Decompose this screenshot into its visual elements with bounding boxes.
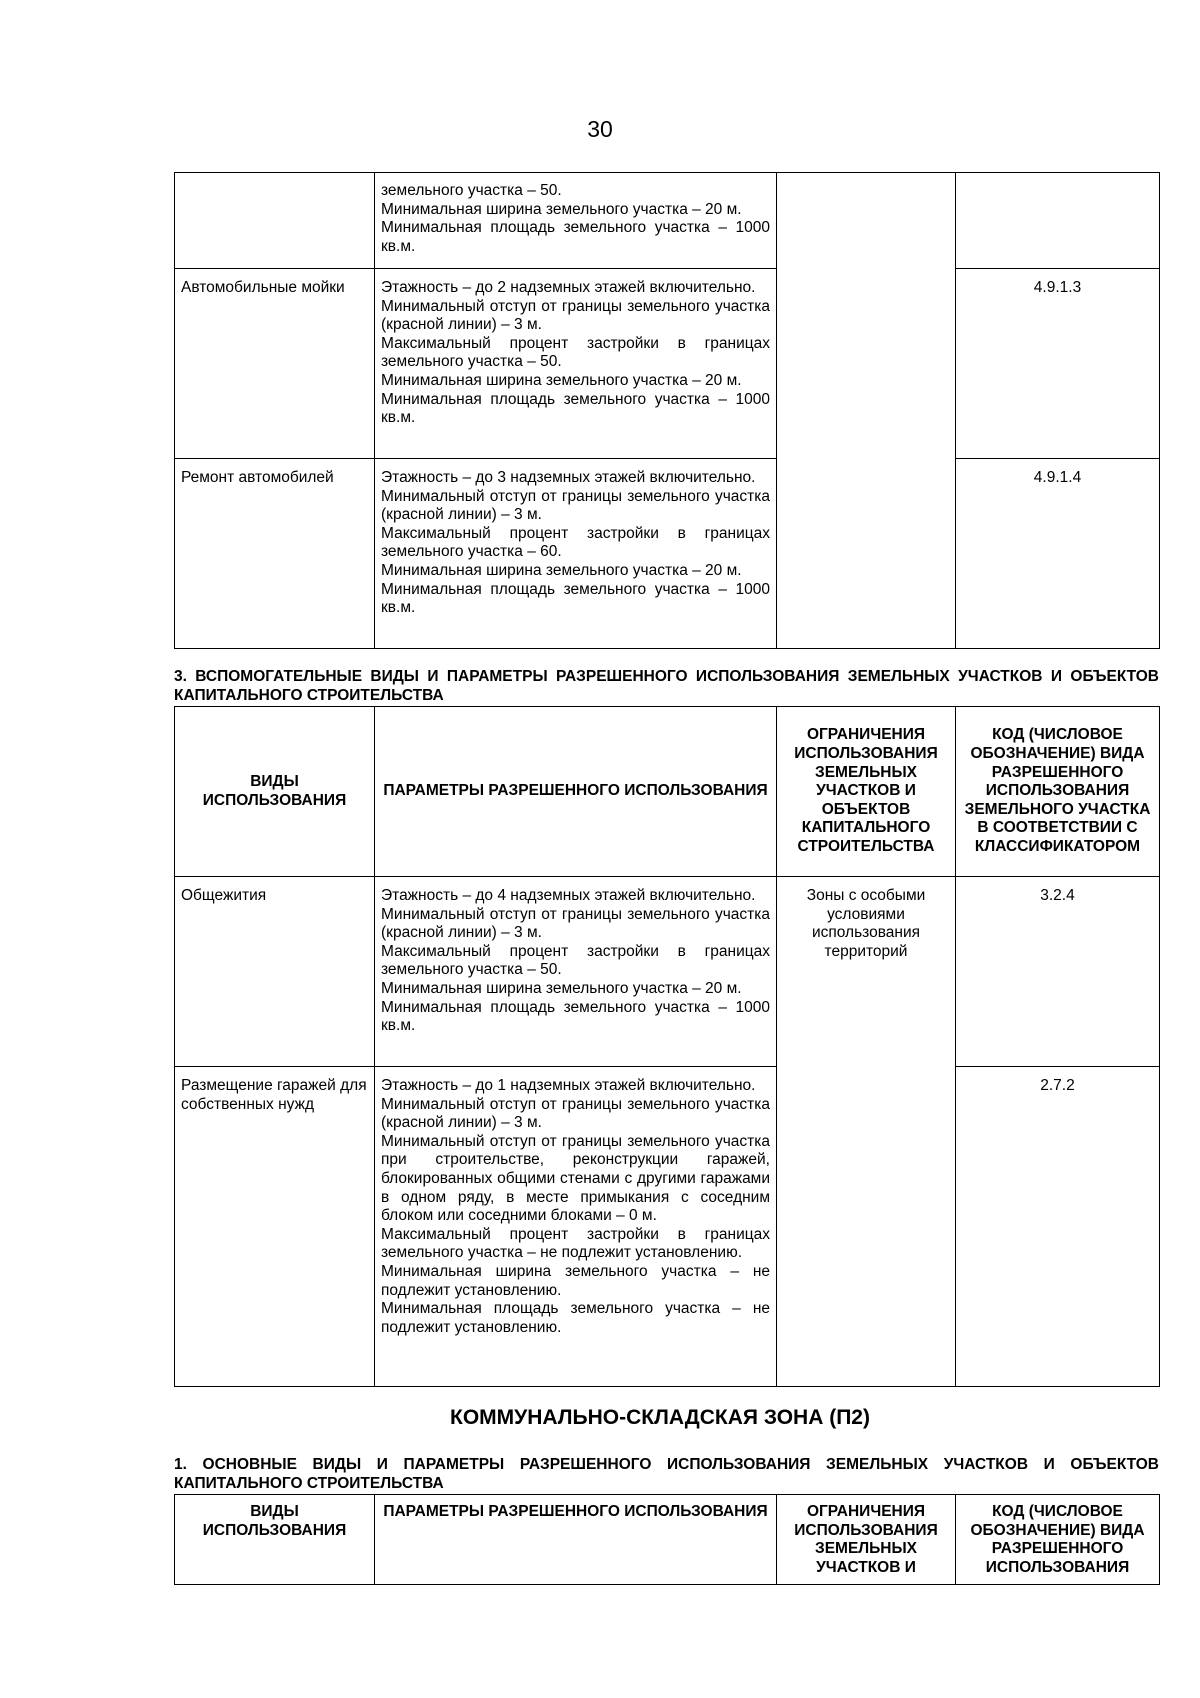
use-cell: [175, 173, 375, 269]
zone-title: КОММУНАЛЬНО-СКЛАДСКАЯ ЗОНА (П2): [450, 1406, 870, 1429]
restrictions-cell: Зоны с особыми условиями использования территорий: [777, 877, 956, 1387]
param-line: Минимальная ширина земельного участка – 20 м.: [381, 979, 742, 997]
use-cell: Автомобильные мойки: [175, 269, 375, 459]
param-line: Минимальный отступ от границы земельного участка (красной линии) – 3 м.: [381, 905, 770, 942]
auxiliary-uses-table: [174, 706, 1160, 1387]
params-cell: [375, 173, 777, 269]
header-restrictions: ОГРАНИЧЕНИЯ ИСПОЛЬЗОВАНИЯ ЗЕМЕЛЬНЫХ УЧАСТКОВ И ОБЪЕКТОВ КАПИТАЛЬНОГО СТРОИТЕЛЬСТВА: [777, 707, 956, 877]
param-line: Максимальный процент застройки в границах земельного участка – 50.: [381, 334, 770, 371]
params-cell: [375, 269, 777, 459]
continuation-table: [174, 172, 1160, 649]
param-line: Минимальная площадь земельного участка – 1000 кв.м.: [381, 580, 770, 617]
header-restrictions: ОГРАНИЧЕНИЯ ИСПОЛЬЗОВАНИЯ ЗЕМЕЛЬНЫХ УЧАСТКОВ И: [777, 1495, 956, 1585]
section-heading: 1. ОСНОВНЫЕ ВИДЫ И ПАРАМЕТРЫ РАЗРЕШЕННОГО ИСПОЛЬЗОВАНИЯ ЗЕМЕЛЬНЫХ УЧАСТКОВ И ОБЪЕКТОВ КАПИТАЛЬНОГО СТРОИТЕЛЬСТВА: [174, 1456, 1159, 1492]
code-cell: 3.2.4: [956, 877, 1160, 1067]
header-use: ВИДЫ ИСПОЛЬЗОВАНИЯ: [175, 707, 375, 877]
table-row: [175, 269, 1160, 459]
param-line: Этажность – до 1 надземных этажей включительно.: [381, 1077, 756, 1094]
params-cell: [375, 1067, 777, 1387]
table-row: [175, 877, 1160, 1067]
header-use: ВИДЫ ИСПОЛЬЗОВАНИЯ: [175, 1495, 375, 1585]
param-line: Минимальная ширина земельного участка – 20 м.: [381, 200, 742, 218]
param-line: Минимальный отступ от границы земельного участка при строительстве, реконструкции гаражей, блокированных общими стенами с другими гаражами в одном ряду, в месте примыкания с соседним блоком или соседними блоками – 0 м.: [381, 1132, 770, 1225]
param-line: Этажность – до 3 надземных этажей включительно.: [381, 469, 756, 486]
use-cell: Ремонт автомобилей: [175, 459, 375, 649]
main-uses-table: [174, 1494, 1160, 1585]
header-code: КОД (ЧИСЛОВОЕ ОБОЗНАЧЕНИЕ) ВИДА РАЗРЕШЕННОГО ИСПОЛЬЗОВАНИЯ ЗЕМЕЛЬНОГО УЧАСТКА В СООТВЕТСТВИИ С КЛАССИФИКАТОРОМ: [956, 707, 1160, 877]
param-line: Этажность – до 4 надземных этажей включительно.: [381, 887, 756, 904]
param-line: Минимальная ширина земельного участка – 20 м.: [381, 371, 742, 389]
header-params: ПАРАМЕТРЫ РАЗРЕШЕННОГО ИСПОЛЬЗОВАНИЯ: [375, 1495, 777, 1585]
param-line: Максимальный процент застройки в границах земельного участка – 60.: [381, 524, 770, 561]
table-header-row: [175, 1495, 1160, 1585]
table-row: [175, 1067, 1160, 1387]
table-row: [175, 173, 1160, 269]
use-cell: Общежития: [175, 877, 375, 1067]
param-line: Минимальная ширина земельного участка – 20 м.: [381, 561, 742, 579]
section-heading: 3. ВСПОМОГАТЕЛЬНЫЕ ВИДЫ И ПАРАМЕТРЫ РАЗРЕШЕННОГО ИСПОЛЬЗОВАНИЯ ЗЕМЕЛЬНЫХ УЧАСТКОВ И ОБЪЕКТОВ КАПИТАЛЬНОГО СТРОИТЕЛЬСТВА: [174, 668, 1159, 704]
param-line: Минимальная площадь земельного участка – 1000 кв.м.: [381, 998, 770, 1035]
param-line: Минимальная площадь земельного участка – 1000 кв.м.: [381, 219, 770, 255]
param-line: Этажность – до 2 надземных этажей включительно.: [381, 279, 756, 296]
param-line: Минимальный отступ от границы земельного участка (красной линии) – 3 м.: [381, 1095, 770, 1132]
code-cell: 4.9.1.3: [956, 269, 1160, 459]
header-params: ПАРАМЕТРЫ РАЗРЕШЕННОГО ИСПОЛЬЗОВАНИЯ: [375, 707, 777, 877]
code-cell: [956, 173, 1160, 269]
restrictions-cell: [777, 173, 956, 649]
params-cell: [375, 877, 777, 1067]
param-line: Минимальная площадь земельного участка – 1000 кв.м.: [381, 390, 770, 427]
table-header-row: [175, 707, 1160, 877]
page-number: 30: [587, 116, 613, 142]
params-cell: [375, 459, 777, 649]
param-line: Максимальный процент застройки в границах земельного участка – не подлежит установлению.: [381, 1225, 770, 1262]
param-line: Минимальный отступ от границы земельного участка (красной линии) – 3 м.: [381, 487, 770, 524]
param-line: Минимальная ширина земельного участка – не подлежит установлению.: [381, 1262, 770, 1299]
table-row: [175, 459, 1160, 649]
code-cell: 4.9.1.4: [956, 459, 1160, 649]
use-cell: Размещение гаражей для собственных нужд: [175, 1067, 375, 1387]
param-line: Максимальный процент застройки в границах земельного участка – 50.: [381, 942, 770, 979]
param-line: Минимальный отступ от границы земельного участка (красной линии) – 3 м.: [381, 297, 770, 334]
code-cell: 2.7.2: [956, 1067, 1160, 1387]
param-line: земельного участка – 50.: [381, 182, 562, 199]
header-code: КОД (ЧИСЛОВОЕ ОБОЗНАЧЕНИЕ) ВИДА РАЗРЕШЕННОГО ИСПОЛЬЗОВАНИЯ: [956, 1495, 1160, 1585]
param-line: Минимальная площадь земельного участка – не подлежит установлению.: [381, 1300, 770, 1336]
